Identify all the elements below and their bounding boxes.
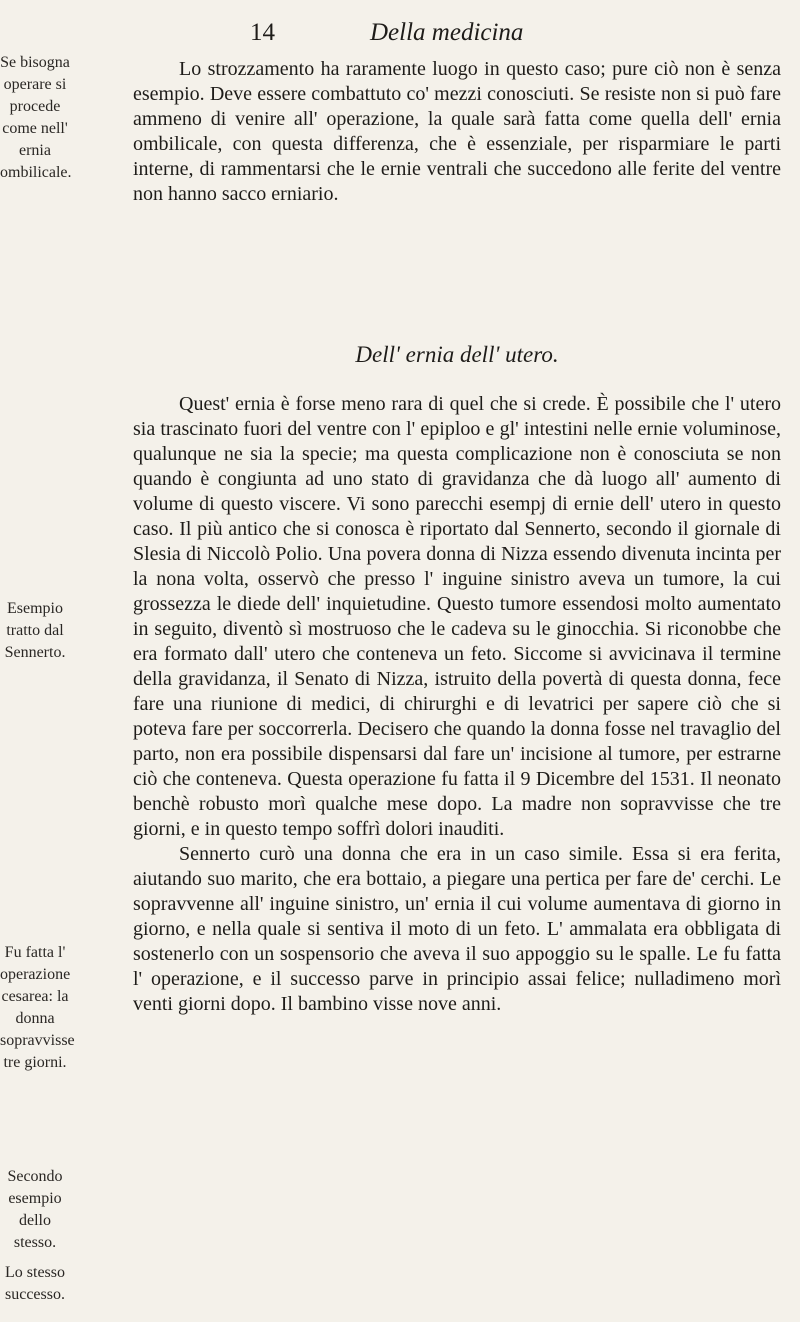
paragraph-3: Sennerto curò una donna che era in un caso simile. Essa si era ferita, aiutando suo marito, che era bottaio, a piegare una pertica per fare de' cerchi. Le sopravvenne all' inguine sinistro, un' ernia il cui volume aumentava di giorno in giorno, e nella quale si sentiva il moto di un feto. L' ammalata era obbligata di sostenerlo con un sospensorio che aveva il suo appoggio su le spalle. Le fu fatta l' operazione, e il successo parve in principio assai felice; nulladimeno morì venti giorni dopo. Il bambino visse nove anni. <box>133 843 781 1015</box>
page-number: 14 <box>250 19 275 46</box>
margin-note-2: Esempio tratto dal Sennerto. <box>4 600 66 661</box>
section-body <box>133 392 781 1017</box>
running-title: Della medicina <box>370 19 524 46</box>
paragraph-strozzamento <box>133 57 781 207</box>
margin-note-5: Lo stesso successo. <box>5 1264 65 1303</box>
paragraph-1: Lo strozzamento ha raramente luogo in questo caso; pure ciò non è senza esempio. Deve essere combattuto co' mezzi conosciuti. Se resiste non si può fare ammeno di venire all' operazione, la quale sarà fatta come quella dell' ernia ombilicale, con questa differenza, che è essenziale, per risparmiare le parti interne, di rammentarsi che le ernie ventrali che succedono alle ferite del ventre non hanno sacco erniario. <box>133 58 781 205</box>
margin-note-1: Se bisogna operare si procede come nell' ernia ombilicale. <box>0 54 72 181</box>
paragraph-2: Quest' ernia è forse meno rara di quel che si crede. È possibile che l' utero sia trascinato fuori del ventre con l' epiploo e gl' intestini nelle ernie voluminose, qualunque ne sia la specie; ma questa complicazione non è conosciuta se non quando è congiunta ad uno stato di gravidanza che dà luogo all' aumento di volume di questo viscere. Vi sono parecchi esempj di ernie dell' utero in questo caso. Il più antico che si conosca è riportato dal Sennerto, secondo il giornale di Slesia di Niccolò Polio. Una povera donna di Nizza essendo divenuta incinta per la nona volta, osservò che presso l' inguine sinistro aveva un tumore, la cui grossezza le diede dell' inquietudine. Questo tumore essendosi molto aumentato in seguito, diventò sì mostruoso che le cadeva su le ginocchia. Si riconobbe che era formato dall' utero che conteneva un feto. Siccome si avvicinava il termine della gravidanza, il Senato di Nizza, istruito della povertà di questa donna, fece fare una riunione di medici, di chirurghi e di levatrici per sapere ciò che si poteva fare per soccorrerla. Decisero che quando la donna fosse nel travaglio del parto, non era possibile dispensarsi dal fare un' incisione al tumore, per estrarne ciò che conteneva. Questa operazione fu fatta il 9 Dicembre del 1531. Il neonato benchè robusto morì qualche mese dopo. La madre non sopravvisse che tre giorni, e in questo tempo soffrì dolori inauditi. <box>133 393 781 840</box>
margin-note-3: Fu fatta l' operazione cesarea: la donna sopravvisse tre giorni. <box>0 944 75 1071</box>
section-heading: Dell' ernia dell' utero. <box>355 342 559 367</box>
margin-note-4: Secondo esempio dello stesso. <box>7 1168 63 1251</box>
